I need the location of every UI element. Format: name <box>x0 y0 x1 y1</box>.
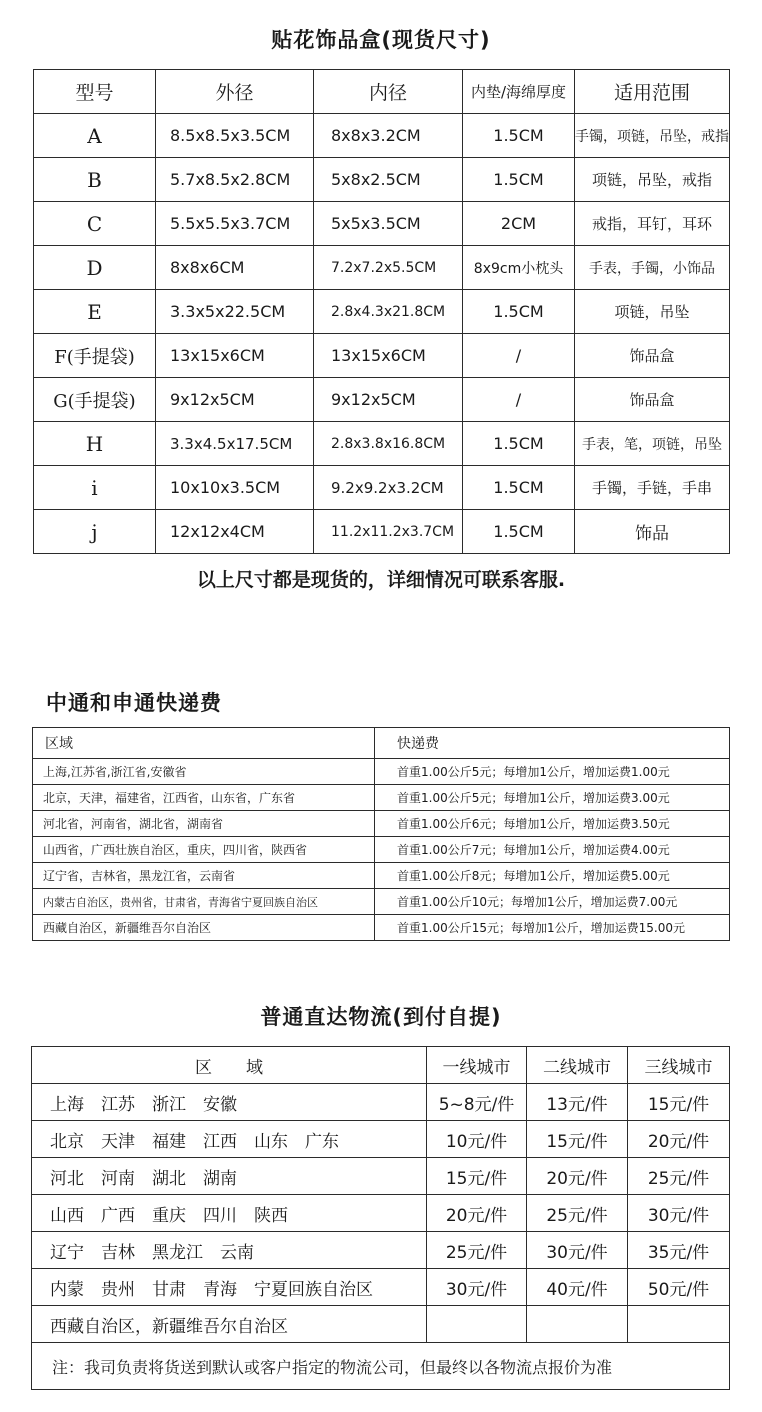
scope-cell: 饰品盒 <box>575 334 730 378</box>
model-cell: D <box>34 246 156 290</box>
table-row <box>34 422 730 466</box>
fee-cell: 首重1.00公斤5元；每增加1公斤，增加运费3.00元 <box>375 785 730 811</box>
table-row <box>34 290 730 334</box>
fee-cell: 首重1.00公斤6元；每增加1公斤，增加运费3.50元 <box>375 811 730 837</box>
table-header-row <box>33 728 730 759</box>
region-cell: 北京，天津，福建省，江西省，山东省，广东省 <box>33 785 375 811</box>
header-region: 区 域 <box>32 1047 427 1084</box>
inner-cell: 9.2x9.2x3.2CM <box>314 466 463 510</box>
scope-cell: 戒指，耳钉，耳环 <box>575 202 730 246</box>
inner-cell: 8x8x3.2CM <box>314 114 463 158</box>
table-row <box>32 1232 730 1269</box>
model-cell: E <box>34 290 156 334</box>
scope-cell: 饰品 <box>575 510 730 554</box>
tier2-price <box>527 1306 628 1343</box>
region-cell: 河北省，河南省，湖北省，湖南省 <box>33 811 375 837</box>
table-row <box>32 1195 730 1232</box>
region-cell: 西藏自治区，新疆维吾尔自治区 <box>32 1306 427 1343</box>
header-outer: 外径 <box>156 70 314 114</box>
header-model: 型号 <box>34 70 156 114</box>
scope-cell: 饰品盒 <box>575 378 730 422</box>
box-size-title: 贴花饰品盒(现货尺寸) <box>271 28 491 52</box>
region-cell: 上海,江苏省,浙江省,安徽省 <box>33 759 375 785</box>
scope-cell: 项链，吊坠 <box>575 290 730 334</box>
tier1-price: 30元/件 <box>427 1269 527 1306</box>
header-inner: 内径 <box>314 70 463 114</box>
table-row <box>34 378 730 422</box>
pad-cell: 2CM <box>463 202 575 246</box>
tier3-price <box>628 1306 730 1343</box>
inner-cell: 5x5x3.5CM <box>314 202 463 246</box>
tier1-price: 15元/件 <box>427 1158 527 1195</box>
tier2-price: 40元/件 <box>527 1269 628 1306</box>
inner-cell: 7.2x7.2x5.5CM <box>314 246 463 290</box>
outer-cell: 10x10x3.5CM <box>156 466 314 510</box>
model-cell: C <box>34 202 156 246</box>
tier3-price: 25元/件 <box>628 1158 730 1195</box>
header-tier3: 三线城市 <box>628 1047 730 1084</box>
table-row <box>32 1121 730 1158</box>
table-row <box>34 466 730 510</box>
table-row <box>33 889 730 915</box>
model-cell: j <box>34 510 156 554</box>
inner-cell: 5x8x2.5CM <box>314 158 463 202</box>
table-row <box>34 246 730 290</box>
tier1-price: 25元/件 <box>427 1232 527 1269</box>
model-cell: i <box>34 466 156 510</box>
stock-note: 以上尺寸都是现货的，详细情况可联系客服. <box>196 569 566 591</box>
fee-cell: 首重1.00公斤7元；每增加1公斤，增加运费4.00元 <box>375 837 730 863</box>
table-row <box>32 1306 730 1343</box>
table-row <box>33 837 730 863</box>
outer-cell: 3.3x5x22.5CM <box>156 290 314 334</box>
model-cell: H <box>34 422 156 466</box>
tier1-price <box>427 1306 527 1343</box>
tier3-price: 35元/件 <box>628 1232 730 1269</box>
table-row <box>32 1158 730 1195</box>
scope-cell: 手镯，手链，手串 <box>575 466 730 510</box>
table-row <box>33 915 730 941</box>
inner-cell: 2.8x4.3x21.8CM <box>314 290 463 334</box>
table-row <box>34 334 730 378</box>
tier2-price: 25元/件 <box>527 1195 628 1232</box>
tier2-price: 20元/件 <box>527 1158 628 1195</box>
header-tier2: 二线城市 <box>527 1047 628 1084</box>
header-region: 区域 <box>33 728 375 759</box>
outer-cell: 8x8x6CM <box>156 246 314 290</box>
header-scope: 适用范围 <box>575 70 730 114</box>
header-tier1: 一线城市 <box>427 1047 527 1084</box>
region-cell: 河北 河南 湖北 湖南 <box>32 1158 427 1195</box>
logistics-footnote: 注：我司负责将货送到默认或客户指定的物流公司，但最终以各物流点报价为准 <box>32 1343 730 1390</box>
table-row <box>33 811 730 837</box>
fee-cell: 首重1.00公斤10元；每增加1公斤，增加运费7.00元 <box>375 889 730 915</box>
model-cell: G(手提袋) <box>34 378 156 422</box>
pad-cell: / <box>463 334 575 378</box>
pad-cell: 8x9cm小枕头 <box>463 246 575 290</box>
express-fee-title: 中通和申通快递费 <box>46 691 222 715</box>
region-cell: 辽宁省，吉林省，黑龙江省，云南省 <box>33 863 375 889</box>
region-cell: 内蒙 贵州 甘肃 青海 宁夏回族自治区 <box>32 1269 427 1306</box>
tier3-price: 15元/件 <box>628 1084 730 1121</box>
table-row <box>34 510 730 554</box>
region-cell: 辽宁 吉林 黑龙江 云南 <box>32 1232 427 1269</box>
pad-cell: 1.5CM <box>463 422 575 466</box>
scope-cell: 项链，吊坠，戒指 <box>575 158 730 202</box>
tier1-price: 5~8元/件 <box>427 1084 527 1121</box>
tier2-price: 30元/件 <box>527 1232 628 1269</box>
table-row <box>33 759 730 785</box>
logistics-title: 普通直达物流(到付自提) <box>260 1005 502 1029</box>
pad-cell: / <box>463 378 575 422</box>
tier2-price: 13元/件 <box>527 1084 628 1121</box>
pad-cell: 1.5CM <box>463 466 575 510</box>
pad-cell: 1.5CM <box>463 114 575 158</box>
tier3-price: 30元/件 <box>628 1195 730 1232</box>
table-row <box>32 1269 730 1306</box>
header-pad: 内垫/海绵厚度 <box>463 70 575 114</box>
outer-cell: 5.7x8.5x2.8CM <box>156 158 314 202</box>
tier2-price: 15元/件 <box>527 1121 628 1158</box>
region-cell: 山西 广西 重庆 四川 陕西 <box>32 1195 427 1232</box>
region-cell: 内蒙古自治区，贵州省，甘肃省，青海省宁夏回族自治区 <box>33 889 375 915</box>
region-cell: 山西省，广西壮族自治区，重庆，四川省，陕西省 <box>33 837 375 863</box>
box-size-table <box>33 69 730 554</box>
outer-cell: 9x12x5CM <box>156 378 314 422</box>
table-row <box>34 158 730 202</box>
fee-cell: 首重1.00公斤15元；每增加1公斤，增加运费15.00元 <box>375 915 730 941</box>
fee-cell: 首重1.00公斤5元；每增加1公斤，增加运费1.00元 <box>375 759 730 785</box>
tier3-price: 20元/件 <box>628 1121 730 1158</box>
logistics-table <box>31 1046 730 1390</box>
table-row <box>34 114 730 158</box>
table-header-row <box>32 1047 730 1084</box>
model-cell: B <box>34 158 156 202</box>
outer-cell: 12x12x4CM <box>156 510 314 554</box>
pad-cell: 1.5CM <box>463 510 575 554</box>
scope-cell: 手表，笔，项链，吊坠 <box>575 422 730 466</box>
pad-cell: 1.5CM <box>463 290 575 334</box>
tier1-price: 10元/件 <box>427 1121 527 1158</box>
tier3-price: 50元/件 <box>628 1269 730 1306</box>
inner-cell: 9x12x5CM <box>314 378 463 422</box>
inner-cell: 13x15x6CM <box>314 334 463 378</box>
table-row <box>34 202 730 246</box>
pad-cell: 1.5CM <box>463 158 575 202</box>
scope-cell: 手镯，项链，吊坠，戒指 <box>575 114 730 158</box>
outer-cell: 13x15x6CM <box>156 334 314 378</box>
footnote-row <box>32 1343 730 1390</box>
inner-cell: 11.2x11.2x3.7CM <box>314 510 463 554</box>
outer-cell: 3.3x4.5x17.5CM <box>156 422 314 466</box>
express-fee-table <box>32 727 730 941</box>
table-row <box>33 863 730 889</box>
scope-cell: 手表，手镯，小饰品 <box>575 246 730 290</box>
model-cell: F(手提袋) <box>34 334 156 378</box>
header-fee: 快递费 <box>375 728 730 759</box>
region-cell: 上海 江苏 浙江 安徽 <box>32 1084 427 1121</box>
tier1-price: 20元/件 <box>427 1195 527 1232</box>
table-row <box>33 785 730 811</box>
region-cell: 西藏自治区，新疆维吾尔自治区 <box>33 915 375 941</box>
inner-cell: 2.8x3.8x16.8CM <box>314 422 463 466</box>
region-cell: 北京 天津 福建 江西 山东 广东 <box>32 1121 427 1158</box>
outer-cell: 5.5x5.5x3.7CM <box>156 202 314 246</box>
fee-cell: 首重1.00公斤8元；每增加1公斤，增加运费5.00元 <box>375 863 730 889</box>
table-header-row <box>34 70 730 114</box>
model-cell: A <box>34 114 156 158</box>
outer-cell: 8.5x8.5x3.5CM <box>156 114 314 158</box>
table-row <box>32 1084 730 1121</box>
